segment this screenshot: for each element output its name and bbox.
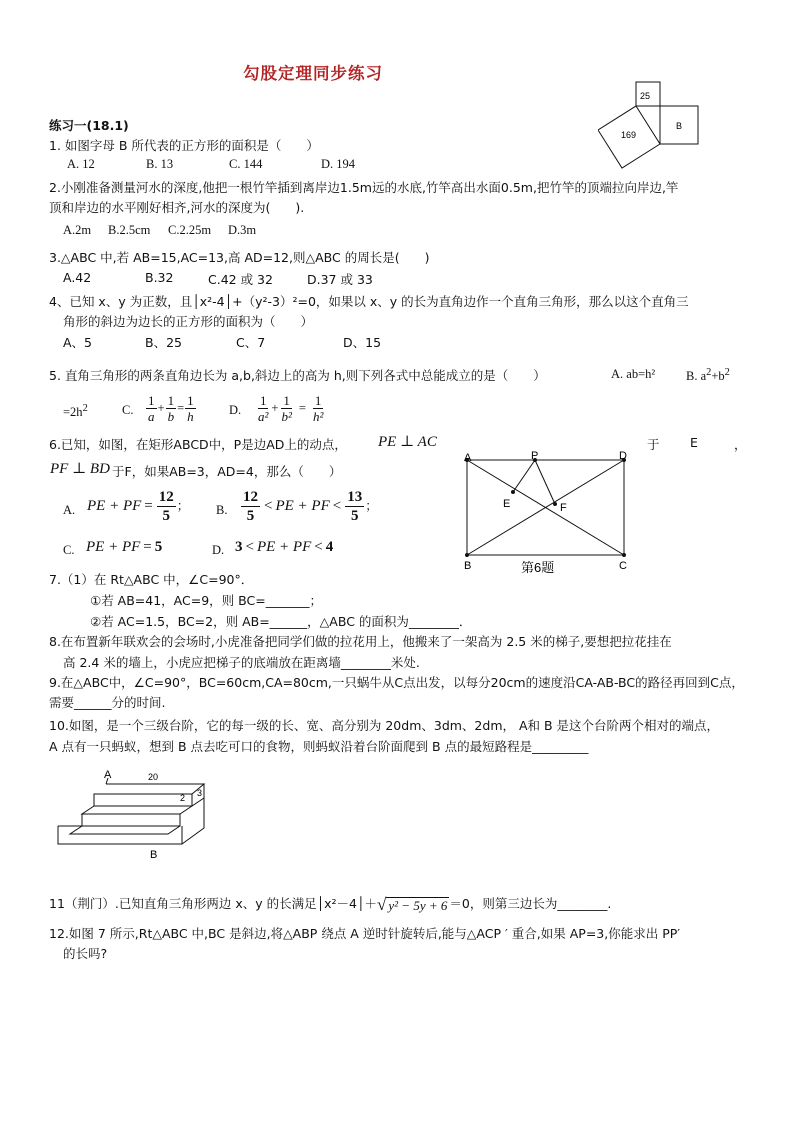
frac-12-5: $\frac{12}{5}$ — [158, 489, 174, 524]
q5-option-b-cont — [63, 403, 88, 420]
q5-option-a: A. ab=h² — [611, 367, 656, 381]
frac-1-a2: $\frac{1}{\text{a²}}$ — [258, 393, 269, 424]
q11-stem — [49, 894, 611, 915]
q8-line2: 高 2.4 米的墙上，小虎应把梯子的底端放在距离墙________米处. — [63, 655, 420, 670]
q5-option-d-formula: $\frac{1}{\text{a²}}$ + $\frac{1}{\text{b²}}$ = $\frac{1}{\text{h²}}$ — [258, 393, 324, 424]
q12-line2: 的长吗? — [63, 946, 108, 961]
pt-A: A — [464, 452, 472, 464]
frac-12-5b: $\frac{12}{5}$ — [243, 489, 258, 524]
q6-option-b-formula: $\frac{12}{5}$ < PE + PF < $\frac{13}{5}$ ； — [243, 489, 378, 524]
q9-line1: 9.在△ABC中，∠C=90°，BC=60cm,CA=80cm,一只蜗牛从C点出发，以每分20cm的速度沿CA-AB-BC的路径再回到C点， — [49, 675, 744, 690]
q5-stem: 5. 直角三角形的两条直角边长为 a,b,斜边上的高为 h,则下列各式中总能成立的是（ ） — [49, 368, 546, 383]
width-3: 3 — [197, 788, 203, 798]
label-B: B — [676, 121, 683, 131]
seg-pe — [513, 460, 535, 492]
rectangle-figure — [458, 448, 638, 576]
q6-e: E — [690, 435, 698, 450]
q3-option-a: A.42 — [63, 270, 92, 285]
q2-line1: 2.小刚准备测量河水的深度,他把一根竹竿插到离岸边1.5m远的水底,竹竿高出水面0.5m,把竹竿的顶端拉向岸边,竿 — [49, 180, 679, 195]
q1-option-d: D. 194 — [321, 157, 356, 171]
q6-option-d-label: D. — [212, 543, 225, 557]
q10-line1: 10.如图，是一个三级台阶，它的每一级的长、宽、高分别为 20dm、3dm、2dm， A和 B 是这个台阶两个相对的端点， — [49, 718, 720, 733]
frac-1-b: $\frac{1}{b}$ — [167, 393, 175, 424]
len-20: 20 — [148, 772, 159, 782]
q6-perp2: PF ⊥ BD — [50, 461, 110, 477]
q2-option-d: D.3m — [228, 223, 257, 237]
pt-D: D — [619, 450, 627, 462]
riser-1 — [94, 794, 192, 806]
q5-b-sup1: 2 — [706, 367, 712, 378]
tread-3 — [70, 826, 180, 834]
height-2: 2 — [180, 793, 186, 803]
stairs-figure — [54, 768, 218, 862]
label-169: 169 — [621, 130, 637, 140]
q3-stem: 3.△ABC 中,若 AB=15,AC=13,高 AD=12,则△ABC 的周长是( ) — [49, 250, 430, 265]
q6-line2: 于F，如果AB=3，AD=4，那么（ ） — [112, 464, 342, 479]
page-title: 勾股定理同步练习 — [243, 64, 383, 83]
q1-option-b: B. 13 — [146, 157, 174, 171]
q6-perp1: PE ⊥ AC — [378, 434, 437, 450]
q2-option-b: B.2.5cm — [108, 223, 151, 237]
q6-option-d-formula: 3 < PE + PF < 4 — [235, 539, 334, 555]
q6-option-c-formula: PE + PF = 5 — [86, 539, 163, 555]
q4-line2: 角形的斜边为边长的正方形的面积为（ ） — [63, 314, 314, 329]
q11-radicand: y² − 5y + 6 — [388, 897, 448, 913]
frac-1-a: $\frac{1}{a}$ — [148, 393, 155, 424]
pt-C: C — [619, 560, 627, 572]
q9-line2: 需要______分的时间. — [49, 695, 166, 710]
pt-F: F — [560, 502, 567, 514]
label-25: 25 — [640, 91, 651, 101]
q11-post: ＝0，则第三边长为________. — [449, 896, 612, 911]
q4-option-d: D、15 — [343, 335, 382, 350]
section-heading: 练习一(18.1) — [49, 118, 129, 133]
q5-option-b — [686, 367, 730, 384]
q2-option-c: C.2.25m — [168, 223, 212, 237]
q5-option-c-formula: $\frac{1}{a}$ + $\frac{1}{b}$ = $\frac{1}{h}$ — [148, 393, 194, 424]
q1-option-c: C. 144 — [229, 157, 263, 171]
stairs-front — [58, 826, 182, 844]
q6-option-a-formula: PE + PF = $\frac{12}{5}$ ； — [87, 489, 190, 524]
q6-yu: 于 — [647, 437, 660, 452]
q12-line1: 12.如图 7 所示,Rt△ABC 中,BC 是斜边,将△ABP 绕点 A 逆时针旋转后,能与△ACP ′ 重合,如果 AP=3,你能求出 PP′ — [49, 926, 681, 941]
q5-b-end: =2h — [63, 405, 83, 420]
sqrt: √ y² − 5y + 6 — [377, 894, 448, 914]
q4-line1: 4、已知 x、y 为正数，且│x²-4│+（y²-3）²=0，如果以 x、y 的长为直角边作一个直角三角形，那么以这个直角三 — [49, 294, 689, 309]
squares-figure — [598, 78, 702, 172]
q7-sub1: ①若 AB=41，AC=9，则 BC=_______； — [90, 593, 322, 608]
q8-line1: 8.在布置新年联欢会的会场时,小虎准备把同学们做的拉花用上，他搬来了一架高为 2.5 米的梯子,要想把拉花挂在 — [49, 634, 672, 649]
pt-E: E — [503, 498, 511, 510]
q3-option-b: B.32 — [145, 270, 174, 285]
q6-pre: 6.已知，如图，在矩形ABCD中，P是边AD上的动点， — [49, 437, 347, 452]
q2-line2: 顶和岸边的水平刚好相齐,河水的深度为( ). — [49, 200, 305, 215]
q5-b-sup3: 2 — [82, 403, 88, 414]
q4-option-a: A、5 — [63, 335, 93, 350]
q1-stem: 1. 如图字母 B 所代表的正方形的面积是（ ） — [49, 138, 319, 153]
q4-option-c: C、7 — [236, 335, 266, 350]
q5-option-c-label: C. — [122, 403, 134, 417]
q5-b-pre: B. a — [686, 369, 707, 384]
fig6-caption: 第6题 — [521, 560, 555, 575]
q7-stem: 7.（1）在 Rt△ABC 中，∠C=90°． — [49, 572, 254, 587]
q3-option-c: C.42 或 32 — [208, 272, 273, 287]
frac-1-b2: $\frac{1}{\text{b²}}$ — [281, 393, 292, 424]
q6-option-c-label: C. — [63, 543, 75, 557]
riser-2 — [82, 814, 180, 826]
q6-option-b-label: B. — [216, 503, 228, 517]
q4-option-b: B、25 — [145, 335, 182, 350]
q10-line2: A 点有一只蚂蚁，想到 B 点去吃可口的食物，则蚂蚁沿着台阶面爬到 B 点的最短路程是_________ — [49, 739, 589, 754]
frac-13-5: $\frac{13}{5}$ — [347, 489, 363, 524]
q5-option-d-label: D. — [229, 403, 242, 417]
pt-P: P — [531, 450, 539, 462]
q5-b-sup2: 2 — [724, 367, 730, 378]
q5-b-mid: +b — [711, 369, 725, 384]
pt-B-stairs: B — [150, 849, 158, 861]
pt-A-stairs: A — [104, 769, 112, 781]
frac-1-h: $\frac{1}{h}$ — [187, 393, 194, 424]
frac-1-h2: $\frac{1}{\text{h²}}$ — [312, 393, 324, 424]
q11-pre: 11（荆门）.已知直角三角形两边 x、y 的长满足│x²－4│＋ — [49, 896, 378, 911]
q6-comma: ， — [734, 437, 747, 452]
q1-option-a: A. 12 — [67, 157, 95, 171]
tread-2 — [82, 806, 192, 814]
seg-pf — [535, 460, 555, 504]
stairs-top — [94, 784, 204, 794]
pt-B: B — [464, 560, 472, 572]
q6-option-a-label: A. — [63, 503, 76, 517]
q3-option-d: D.37 或 33 — [307, 272, 373, 287]
q2-option-a: A.2m — [63, 223, 92, 237]
q7-sub2: ②若 AC=1.5，BC=2，则 AB=______，△ABC 的面积为________． — [90, 614, 472, 629]
